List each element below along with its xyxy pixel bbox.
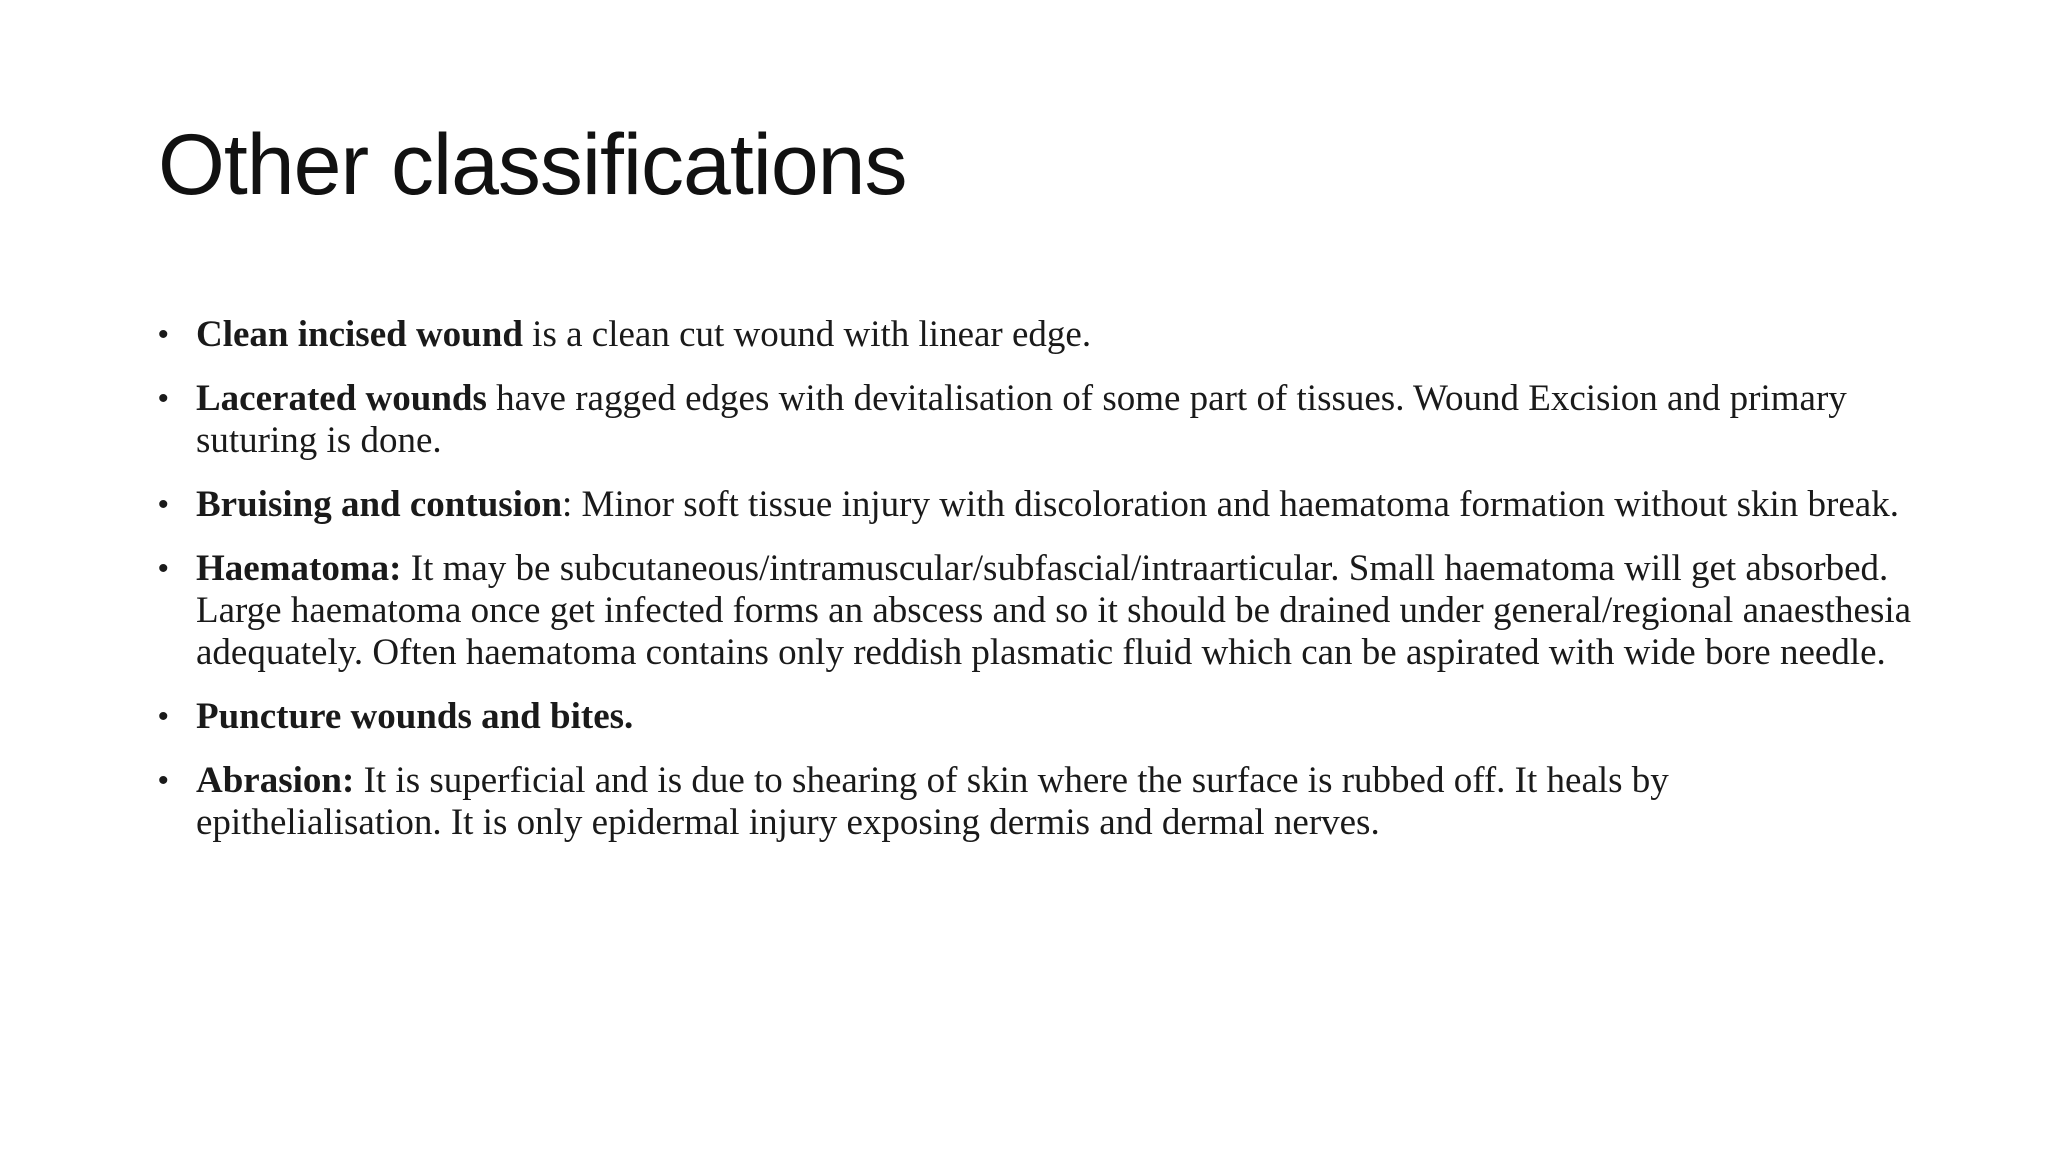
bullet-text: have ragged edges with devitalisation of some part of tissues. Wound Excision and primary suturing is done. [196,378,1847,461]
bullet-item-clean-incised-wound [158,314,1918,356]
bullet-icon: • [158,764,169,797]
bullet-term: Abrasion: [196,760,355,801]
bullet-icon: • [158,700,169,733]
bullet-list [158,314,1918,866]
bullet-item-puncture-wounds [158,696,1918,738]
bullet-icon: • [158,382,169,415]
bullet-text: is a clean cut wound with linear edge. [522,314,1092,355]
bullet-item-haematoma [158,548,1918,674]
slide-title: Other classifications [158,117,907,213]
bullet-text: : Minor soft tissue injury with discoloration and haematoma formation without skin break. [562,484,1899,525]
bullet-icon: • [158,488,169,521]
bullet-text: It may be subcutaneous/intramuscular/subfascial/intraarticular. Small haematoma will get absorbed. Large haematoma once get infected forms an abscess and so it should be drained under general/regional anaesthesia adequately. Often haematoma contains only reddish plasmatic fluid which can be aspirated with wide bore needle. [196,548,1912,673]
bullet-term: Puncture wounds and bites. [196,696,634,737]
bullet-term: Lacerated wounds [196,378,487,419]
bullet-term: Haematoma: [196,548,402,589]
bullet-item-bruising-contusion [158,484,1918,526]
bullet-item-lacerated-wounds [158,378,1918,462]
bullet-item-abrasion [158,760,1918,844]
bullet-text: It is superficial and is due to shearing of skin where the surface is rubbed off. It heals by epithelialisation. It is only epidermal injury exposing dermis and dermal nerves. [196,760,1669,843]
bullet-icon: • [158,318,169,351]
bullet-icon: • [158,552,169,585]
bullet-term: Clean incised wound [196,314,523,355]
bullet-term: Bruising and contusion [196,484,563,525]
